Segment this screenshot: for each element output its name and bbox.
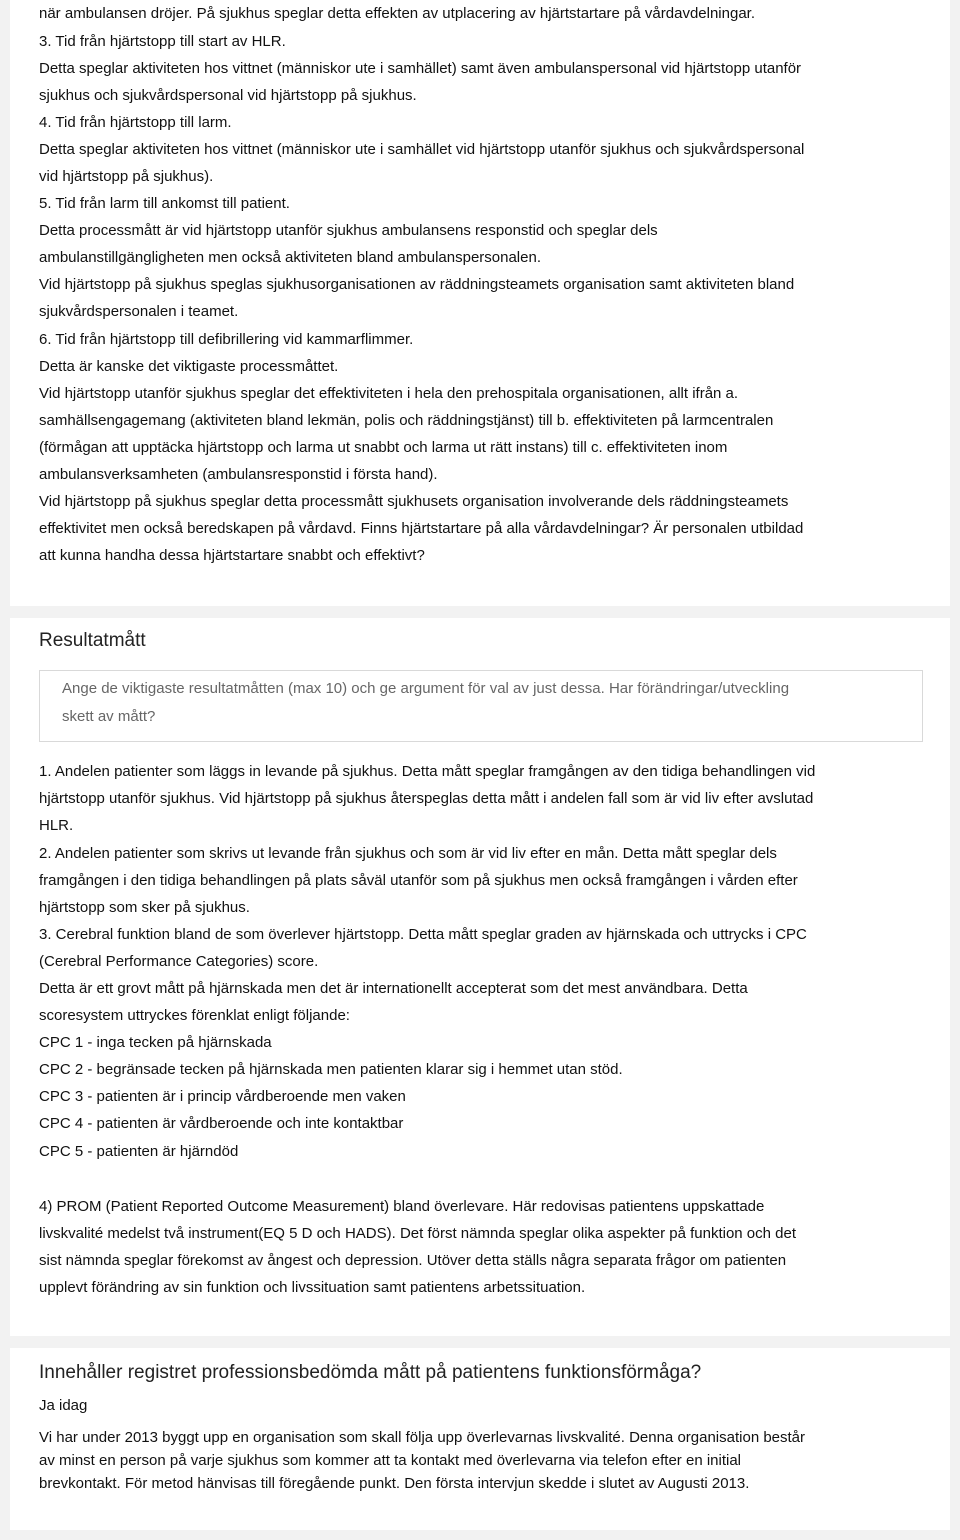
text-line: av minst en person på varje sjukhus som kommer att ta kontakt med överlevarna via telefon efter en initial: [39, 1452, 742, 1469]
answer-text: Ja idag: [39, 1397, 88, 1414]
text-line: 6. Tid från hjärtstopp till defibrillering vid kammarflimmer.: [39, 331, 414, 348]
text-line: sjukhus och sjukvårdspersonal vid hjärtstopp på sjukhus.: [39, 87, 417, 104]
text-line: Detta speglar aktiviteten hos vittnet (människor ute i samhället vid hjärtstopp utanför sjukhus och sjukvårdspersonal: [39, 141, 805, 158]
text-line: livskvalité medelst två instrument(EQ 5 D och HADS). Det först nämnda speglar olika aspekter på funktion och det: [39, 1225, 797, 1242]
text-line: Vi har under 2013 byggt upp en organisation som skall följa upp överlevarnas livskvalité. Denna organisation består: [39, 1429, 806, 1446]
help-text-box: [39, 670, 923, 742]
section-title: Resultatmått: [39, 630, 146, 651]
text-line: (förmågan att upptäcka hjärtstopp och larma ut snabbt och larma ut rätt instans) till c. effektiviteten inom: [39, 439, 728, 456]
text-line: Vid hjärtstopp utanför sjukhus speglar det effektiviteten i hela den prehospitala organisationen, allt ifrån a.: [39, 385, 739, 402]
functional-ability-card: [10, 1348, 950, 1530]
text-line: Vid hjärtstopp på sjukhus speglas sjukhusorganisationen av räddningsteamets organisation samt aktiviteten bland: [39, 276, 795, 293]
text-line: samhällsengagemang (aktiviteten bland lekmän, polis och räddningstjänst) till b. effektiviteten på larmcentralen: [39, 412, 774, 429]
text-line: 3. Tid från hjärtstopp till start av HLR.: [39, 33, 286, 50]
text-line: när ambulansen dröjer. På sjukhus speglar detta effekten av utplacering av hjärtstartare på vårdavdelningar.: [39, 5, 755, 22]
text-line: hjärtstopp utanför sjukhus. Vid hjärtstopp på sjukhus återspeglas detta mått i andelen fall som är vid liv efter avslutad: [39, 790, 814, 807]
text-line: ambulanstillgängligheten men också aktiviteten bland ambulanspersonalen.: [39, 249, 541, 266]
help-text-line: Ange de viktigaste resultatmåtten (max 10) och ge argument för val av just dessa. Har förändringar/utveckling: [62, 680, 790, 697]
text-line: sist nämnda speglar förekomst av ångest och depression. Utöver detta ställs några separata frågor om patienten: [39, 1252, 787, 1269]
text-line: effektivitet men också beredskapen på vårdavd. Finns hjärtstartare på alla vårdavdelningar? Är personalen utbildad: [39, 520, 804, 537]
text-line: scoresystem uttryckes förenklat enligt följande:: [39, 1007, 350, 1024]
result-measures-card: [10, 618, 950, 1336]
text-line: CPC 1 - inga tecken på hjärnskada: [39, 1034, 272, 1051]
text-line: sjukvårdspersonalen i teamet.: [39, 303, 239, 320]
text-line: CPC 5 - patienten är hjärndöd: [39, 1143, 239, 1160]
text-line: Detta speglar aktiviteten hos vittnet (människor ute i samhället) samt även ambulanspersonal vid hjärtstopp utanför: [39, 60, 802, 77]
text-line: CPC 3 - patienten är i princip vårdberoende men vaken: [39, 1088, 406, 1105]
text-line: Detta processmått är vid hjärtstopp utanför sjukhus ambulansens responstid och speglar dels: [39, 222, 658, 239]
text-line: 3. Cerebral funktion bland de som överlever hjärtstopp. Detta mått speglar graden av hjärnskada och uttrycks i CPC: [39, 926, 807, 943]
text-line: Vid hjärtstopp på sjukhus speglar detta processmått sjukhusets organisation involverande dels räddningsteamets: [39, 493, 789, 510]
text-line: hjärtstopp som sker på sjukhus.: [39, 899, 250, 916]
text-line: 5. Tid från larm till ankomst till patient.: [39, 195, 290, 212]
text-line: 2. Andelen patienter som skrivs ut levande från sjukhus och som är vid liv efter en mån. Detta mått speglar dels: [39, 845, 777, 862]
text-line: (Cerebral Performance Categories) score.: [39, 953, 319, 970]
text-line: 4) PROM (Patient Reported Outcome Measurement) bland överlevare. Här redovisas patientens uppskattade: [39, 1198, 765, 1215]
text-line: att kunna handha dessa hjärtstartare snabbt och effektivt?: [39, 547, 425, 564]
text-line: 1. Andelen patienter som läggs in levande på sjukhus. Detta mått speglar framgången av den tidiga behandlingen vid: [39, 763, 816, 780]
text-line: Detta är ett grovt mått på hjärnskada men det är internationellt accepterat som det mest användbara. Detta: [39, 980, 748, 997]
text-line: vid hjärtstopp på sjukhus).: [39, 168, 214, 185]
text-line: ambulansverksamheten (ambulansresponstid i första hand).: [39, 466, 438, 483]
text-line: HLR.: [39, 817, 74, 834]
process-measures-card: [10, 0, 950, 606]
text-line: CPC 4 - patienten är vårdberoende och inte kontaktbar: [39, 1115, 404, 1132]
text-line: Detta är kanske det viktigaste processmåttet.: [39, 358, 339, 375]
help-text-line: skett av mått?: [62, 708, 156, 725]
text-line: brevkontakt. För metod hänvisas till föregående punkt. Den första intervjun skedde i slutet av Augusti 2013.: [39, 1475, 750, 1492]
text-line: upplevt förändring av sin funktion och livssituation samt patientens arbetssituation.: [39, 1279, 586, 1296]
text-line: CPC 2 - begränsade tecken på hjärnskada men patienten klarar sig i hemmet utan stöd.: [39, 1061, 623, 1078]
text-line: framgången i den tidiga behandlingen på plats såväl utanför som på sjukhus men också framgången i vården efter: [39, 872, 798, 889]
section-title: Innehåller registret professionsbedömda mått på patientens funktionsförmåga?: [39, 1362, 702, 1383]
text-line: 4. Tid från hjärtstopp till larm.: [39, 114, 232, 131]
